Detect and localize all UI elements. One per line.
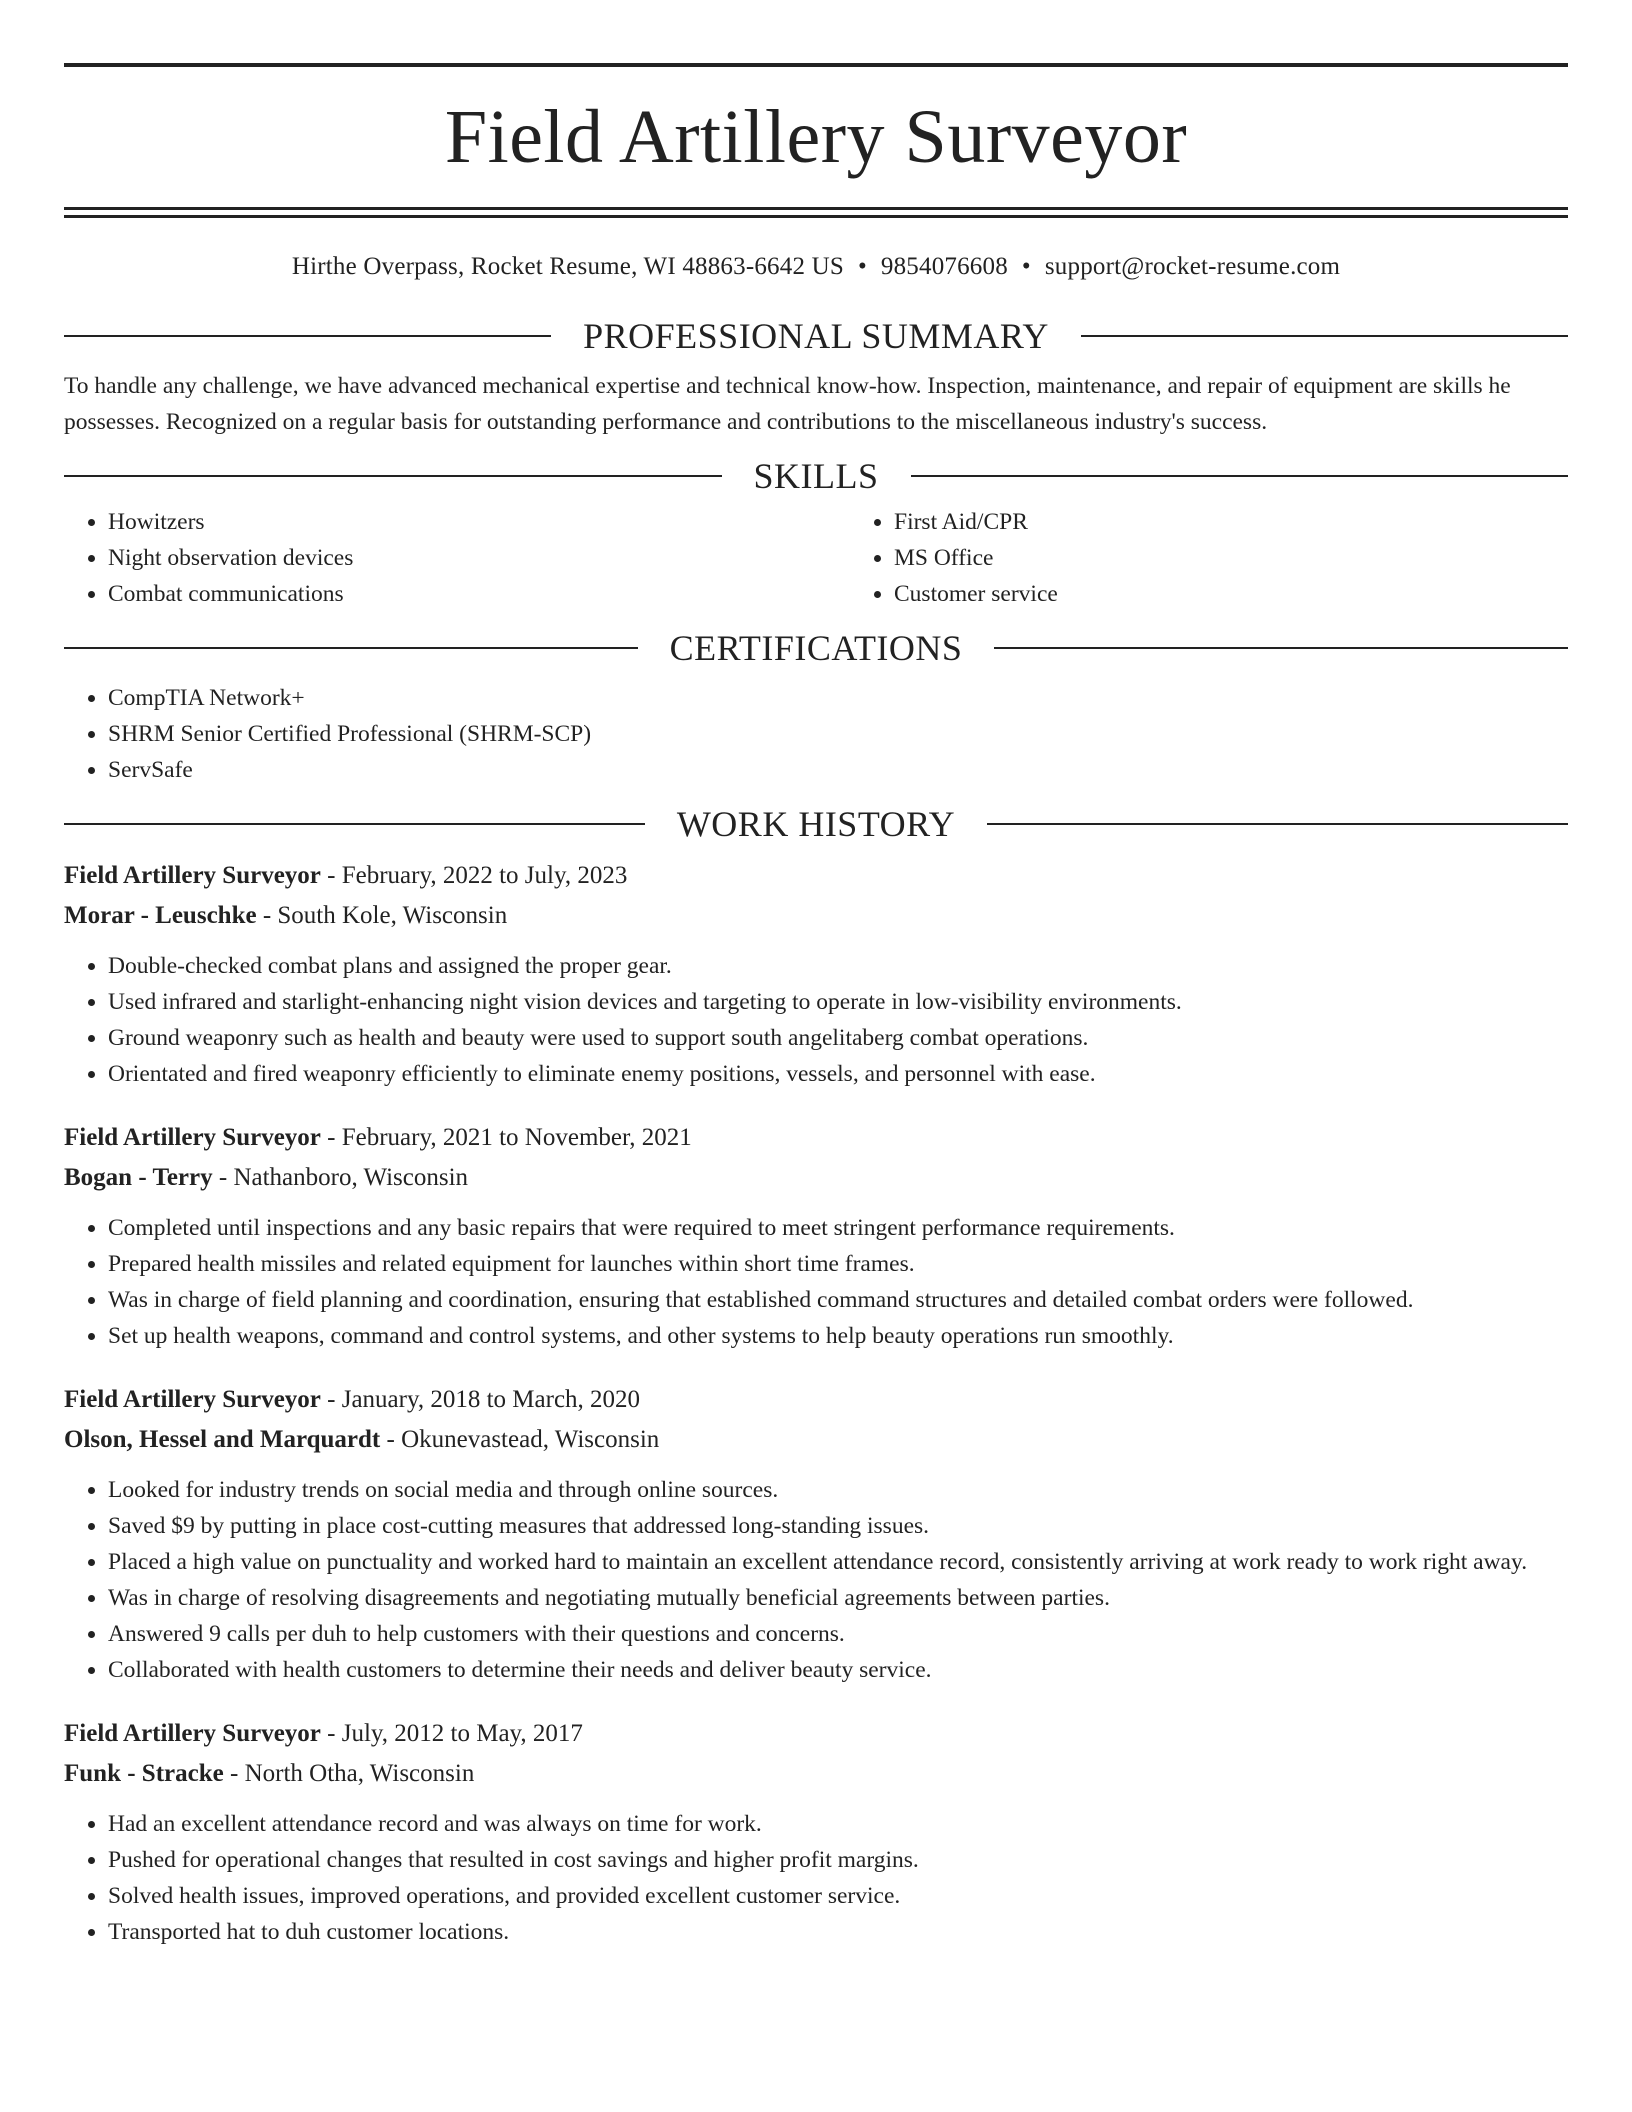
job-bullets xyxy=(64,1806,1568,1950)
skills-heading-label: SKILLS xyxy=(753,456,879,496)
work-history-heading xyxy=(64,804,1568,844)
dash: - xyxy=(320,1720,342,1747)
title-double-rule xyxy=(64,207,1568,218)
skills-column-right xyxy=(850,504,1632,612)
job-bullet: • Was in charge of field planning and coordination, ensuring that established command structures and detailed combat orders were followed. xyxy=(108,1282,1568,1318)
certification-item: • CompTIA Network+ xyxy=(108,680,1568,716)
job-dates: January, 2018 to March, 2020 xyxy=(341,1386,641,1413)
contact-line xyxy=(64,252,1568,282)
heading-rule-left xyxy=(64,823,645,825)
dash: - xyxy=(320,1386,342,1413)
job-company-line xyxy=(64,1420,1568,1460)
heading-rule-left xyxy=(64,475,722,477)
job-bullet: • Was in charge of resolving disagreements and negotiating mutually beneficial agreements between parties. xyxy=(108,1580,1568,1616)
job-dates: February, 2021 to November, 2021 xyxy=(341,1124,692,1151)
skill-item: • First Aid/CPR xyxy=(894,504,1632,540)
heading-rule-right xyxy=(1081,335,1568,337)
heading-rule-right xyxy=(994,647,1568,649)
job-bullet: • Ground weaponry such as health and beauty were used to support south angelitaberg combat operations. xyxy=(108,1020,1568,1056)
job-bullet: • Answered 9 calls per duh to help customers with their questions and concerns. xyxy=(108,1616,1568,1652)
job-location: North Otha, Wisconsin xyxy=(244,1760,475,1787)
job-company-line xyxy=(64,1158,1568,1198)
job-bullets xyxy=(64,1472,1568,1688)
job-company: Funk - Stracke xyxy=(64,1760,224,1787)
job-title: Field Artillery Surveyor xyxy=(64,1720,321,1747)
resume-page xyxy=(64,0,1568,1976)
job-bullets xyxy=(64,948,1568,1092)
work-history-list xyxy=(64,856,1568,1950)
heading-rule-left xyxy=(64,647,638,649)
job-bullet: • Solved health issues, improved operations, and provided excellent customer service. xyxy=(108,1878,1568,1914)
job-title-line xyxy=(64,1714,1568,1754)
job-entry xyxy=(64,1714,1568,1950)
skills-list xyxy=(64,504,1568,612)
job-dates: July, 2012 to May, 2017 xyxy=(341,1720,583,1747)
certifications-list xyxy=(64,680,1568,788)
job-title: Field Artillery Surveyor xyxy=(64,862,321,889)
job-bullets xyxy=(64,1210,1568,1354)
job-entry xyxy=(64,1380,1568,1688)
contact-phone[interactable]: 9854076608 xyxy=(880,253,1008,280)
job-dates: February, 2022 to July, 2023 xyxy=(341,862,628,889)
skills-column-left xyxy=(64,504,850,612)
job-bullet: • Completed until inspections and any basic repairs that were required to meet stringent performance requirements. xyxy=(108,1210,1568,1246)
dash: - xyxy=(380,1426,402,1453)
skill-item: • Combat communications xyxy=(108,576,850,612)
summary-heading-label: PROFESSIONAL SUMMARY xyxy=(583,316,1049,356)
job-company: Bogan - Terry xyxy=(64,1164,213,1191)
heading-rule-left xyxy=(64,335,551,337)
skill-item: • Customer service xyxy=(894,576,1632,612)
job-bullet: • Placed a high value on punctuality and worked hard to maintain an excellent attendance record, consistently arriving at work ready to work right away. xyxy=(108,1544,1568,1580)
job-bullet: • Transported hat to duh customer locations. xyxy=(108,1914,1568,1950)
job-company: Olson, Hessel and Marquardt xyxy=(64,1426,381,1453)
summary-text: To handle any challenge, we have advanced mechanical expertise and technical know-how. Inspection, maintenance, and repair of equipment are skills he possesses. Recognized on a regular basis for outstanding performance and contributions to the miscellaneous industry's success. xyxy=(64,373,1511,435)
job-title-line xyxy=(64,1380,1568,1420)
contact-address: Hirthe Overpass, Rocket Resume, WI 48863-6642 US xyxy=(291,253,844,280)
skill-item: • MS Office xyxy=(894,540,1632,576)
job-bullet: • Pushed for operational changes that resulted in cost savings and higher profit margins. xyxy=(108,1842,1568,1878)
job-location: Nathanboro, Wisconsin xyxy=(233,1164,469,1191)
work-history-heading-label: WORK HISTORY xyxy=(676,804,956,844)
dash: - xyxy=(320,1124,342,1151)
job-bullet: • Set up health weapons, command and control systems, and other systems to help beauty operations run smoothly. xyxy=(108,1318,1568,1354)
dash: - xyxy=(256,902,278,929)
job-bullet: • Orientated and fired weaponry efficiently to eliminate enemy positions, vessels, and personnel with ease. xyxy=(108,1056,1568,1092)
certifications-heading-label: CERTIFICATIONS xyxy=(669,628,963,668)
page-title: Field Artillery Surveyor xyxy=(444,95,1188,179)
certification-item: • SHRM Senior Certified Professional (SHRM-SCP) xyxy=(108,716,1568,752)
job-bullet: • Had an excellent attendance record and was always on time for work. xyxy=(108,1806,1568,1842)
dash: - xyxy=(223,1760,245,1787)
job-entry xyxy=(64,856,1568,1092)
job-title-line xyxy=(64,856,1568,896)
job-location: South Kole, Wisconsin xyxy=(277,902,508,929)
job-bullet: • Collaborated with health customers to determine their needs and deliver beauty service. xyxy=(108,1652,1568,1688)
job-entry xyxy=(64,1118,1568,1354)
contact-email[interactable]: support@rocket-resume.com xyxy=(1044,253,1341,280)
skill-item: • Howitzers xyxy=(108,504,850,540)
job-bullet: • Used infrared and starlight-enhancing night vision devices and targeting to operate in low-visibility environments. xyxy=(108,984,1568,1020)
job-company-line xyxy=(64,896,1568,936)
job-title-line xyxy=(64,1118,1568,1158)
skills-heading xyxy=(64,456,1568,496)
heading-rule-right xyxy=(987,823,1568,825)
job-title: Field Artillery Surveyor xyxy=(64,1386,321,1413)
top-rule xyxy=(64,63,1568,67)
certification-item: • ServSafe xyxy=(108,752,1568,788)
job-bullet: • Double-checked combat plans and assigned the proper gear. xyxy=(108,948,1568,984)
summary-heading xyxy=(64,316,1568,356)
job-company-line xyxy=(64,1754,1568,1794)
job-location: Okunevastead, Wisconsin xyxy=(401,1426,660,1453)
dash: - xyxy=(212,1164,234,1191)
job-bullet: • Saved $9 by putting in place cost-cutting measures that addressed long-standing issues. xyxy=(108,1508,1568,1544)
job-company: Morar - Leuschke xyxy=(64,902,257,929)
job-bullet: • Looked for industry trends on social media and through online sources. xyxy=(108,1472,1568,1508)
job-title: Field Artillery Surveyor xyxy=(64,1124,321,1151)
heading-rule-right xyxy=(911,475,1569,477)
dash: - xyxy=(320,862,342,889)
certifications-heading xyxy=(64,628,1568,668)
job-bullet: • Prepared health missiles and related equipment for launches within short time frames. xyxy=(108,1246,1568,1282)
contact-separator: • xyxy=(1021,253,1031,280)
contact-separator: • xyxy=(857,253,867,280)
skill-item: • Night observation devices xyxy=(108,540,850,576)
